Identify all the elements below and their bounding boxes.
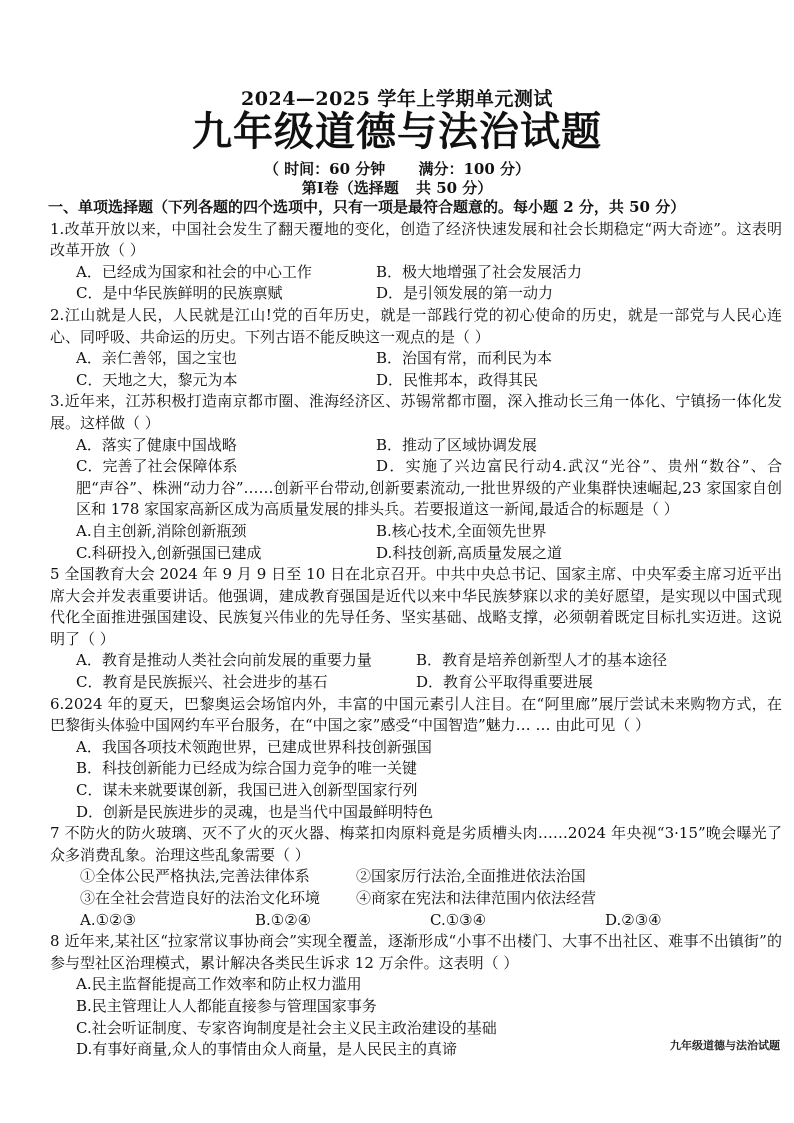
option-d[interactable]: D．是引领发展的第一动力 xyxy=(376,284,554,303)
volume-heading xyxy=(0,177,794,198)
option-d[interactable]: D.有事好商量,众人的事情由众人商量，是人民民主的真谛 xyxy=(76,1040,458,1059)
option-a[interactable]: A．亲仁善邻，国之宝也 xyxy=(76,349,237,368)
option-b[interactable]: B.①②④ xyxy=(255,910,312,929)
option-b[interactable]: B.核心技术,全面领先世界 xyxy=(376,521,547,540)
footer-label: 九年级道德与法治试题 xyxy=(670,1039,780,1052)
exam-subtitle: 2024—2025 学年上学期单元测试 xyxy=(241,88,553,110)
option-b[interactable]: B．治国有常，而利民为本 xyxy=(376,349,553,368)
question-stem: 5 全国教育大会 2024 年 9 月 9 日至 10 日在北京召开。中共中央总书记、国家主席、中央军委主席习近平出席大会并发表重要讲话。他强调，建成教育强国是近代以来中华民族梦寐以求的美好愿望，是实现以中国式现代化全面推进强国建设、民族复兴伟业的先导任务、坚实基础、战略支撑，必须朝着既定目标扎实迈进。这说明了（ ） xyxy=(50,565,782,648)
option-d[interactable]: D．民惟邦本，政得其民 xyxy=(376,370,539,389)
option-a[interactable]: A.①②③ xyxy=(80,910,136,929)
exam-time: （ 时间：60 分钟 xyxy=(263,160,386,178)
option-d[interactable]: D.科技创新,高质量发展之道 xyxy=(376,543,563,562)
options xyxy=(50,910,782,932)
option-a[interactable]: A．我国各项技术领跑世界，已建成世界科技创新强国 xyxy=(76,737,432,756)
option-c[interactable]: C．天地之大，黎元为本 xyxy=(76,370,238,389)
option-d[interactable]: D．实施了兴边富民行动 xyxy=(376,457,553,476)
volume-title: 第Ⅰ卷（选择题 xyxy=(301,179,399,197)
question-stem: 3.近年来，江苏积极打造南京都市圈、淮海经济区、苏锡常都市圈，深入推动长三角一体化、宁镇扬一体化发展。这样做（ ） xyxy=(50,392,782,432)
option-c[interactable]: C．完善了社会保障体系 xyxy=(76,457,238,476)
question-1 xyxy=(50,219,782,305)
statement-3: ③在全社会营造良好的法治文化环境 xyxy=(80,889,321,907)
question-4 xyxy=(50,521,782,564)
exam-body xyxy=(50,197,782,1061)
option-a[interactable]: A．落实了健康中国战略 xyxy=(76,435,237,454)
exam-score: 满分：100 分） xyxy=(418,160,531,178)
statements xyxy=(50,866,782,909)
option-a[interactable]: A．教育是推动人类社会向前发展的重要力量 xyxy=(76,651,372,670)
question-2 xyxy=(50,305,782,391)
option-b[interactable]: B．推动了区域协调发展 xyxy=(376,435,538,454)
options xyxy=(50,262,782,305)
options xyxy=(50,650,782,693)
question-6 xyxy=(50,694,782,824)
exam-title: 九年级道德与法治试题 xyxy=(192,108,602,155)
question-stem: 6.2024 年的夏天，巴黎奥运会场馆内外，丰富的中国元素引人注目。在“阿里廊”展厅尝试未来购物方式，在巴黎街头体验中国网约车平台服务，在“中国之家”感受“中国智造”魅力… … 由此可见（ ） xyxy=(50,694,782,735)
exam-meta xyxy=(0,158,794,179)
options xyxy=(50,348,782,391)
option-d[interactable]: D.②③④ xyxy=(605,910,662,929)
option-b[interactable]: B.民主管理让人人都能直接参与管理国家事务 xyxy=(76,996,377,1015)
option-c[interactable]: C.①③④ xyxy=(430,910,487,929)
options xyxy=(50,435,782,457)
option-a[interactable]: A.民主监督能提高工作效率和防止权力滥用 xyxy=(76,975,362,994)
question-4-start: 4.武汉“光谷”、贵州“数谷”、合肥“声谷”、株洲“动力谷”……创新平台带动,创新要素流动,一批世界级的产业集群快速崛起,23 家国家自创区和 178 家国家高新区成为高质量发展的排头兵。若要报道这一新闻,最适合的标题是（ ） xyxy=(76,457,782,519)
option-d[interactable]: D．教育公平取得重要进展 xyxy=(416,673,594,692)
option-c[interactable]: C．是中华民族鲜明的民族禀赋 xyxy=(76,284,283,303)
option-b[interactable]: B．极大地增强了社会发展活力 xyxy=(376,262,583,281)
option-b[interactable]: B．科技创新能力已经成为综合国力竞争的唯一关键 xyxy=(76,759,418,778)
option-c[interactable]: C.科研投入,创新强国已建成 xyxy=(76,543,262,562)
question-7 xyxy=(50,823,782,931)
options xyxy=(50,737,782,823)
option-d[interactable]: D．创新是民族进步的灵魂，也是当代中国最鲜明特色 xyxy=(76,802,434,821)
option-c[interactable]: C.社会听证制度、专家咨询制度是社会主义民主政治建设的基础 xyxy=(76,1018,497,1037)
question-3 xyxy=(50,391,782,521)
statement-4: ④商家在宪法和法律范围内依法经营 xyxy=(356,889,597,907)
volume-score: 共 50 分） xyxy=(415,179,493,197)
question-5 xyxy=(50,564,782,694)
statement-2: ②国家厉行法治,全面推进依法治国 xyxy=(356,867,586,886)
option-c[interactable]: C．教育是民族振兴、社会进步的基石 xyxy=(76,673,328,692)
section-heading: 一、单项选择题（下列各题的四个选项中，只有一项是最符合题意的。每小题 2 分，共 50 分） xyxy=(48,198,686,216)
option-b[interactable]: B．教育是培养创新型人才的基本途径 xyxy=(416,651,668,670)
options xyxy=(50,521,782,564)
statement-1: ①全体公民严格执法,完善法律体系 xyxy=(80,867,310,886)
option-a[interactable]: A.自主创新,消除创新瓶颈 xyxy=(76,521,247,540)
option-row-with-next-question xyxy=(50,456,782,521)
option-c[interactable]: C．谋未来就要谋创新，我国已进入创新型国家行列 xyxy=(76,781,418,800)
question-stem: 2.江山就是人民，人民就是江山!党的百年历史，就是一部践行党的初心使命的历史，就是一部党与人民心连心、同呼吸、共命运的历史。下列古语不能反映这一观点的是（ ） xyxy=(50,305,782,346)
option-a[interactable]: A．已经成为国家和社会的中心工作 xyxy=(76,262,312,281)
question-stem: 8 近年来,某社区“拉家常议事协商会”实现全覆盖，逐渐形成“小事不出楼门、大事不出社区、难事不出镇街”的参与型社区治理模式，累计解决各类民生诉求 12 万余件。这表明（ ） xyxy=(50,932,782,972)
question-stem: 1.改革开放以来，中国社会发生了翻天覆地的变化，创造了经济快速发展和社会长期稳定“两大奇迹”。这表明改革开放（ ） xyxy=(50,219,782,260)
question-stem: 7 不防火的防火玻璃、灭不了火的灭火器、梅菜扣肉原料竟是劣质槽头肉……2024 年央视“3·15”晚会曝光了众多消费乱象。治理这些乱象需要（ ） xyxy=(50,824,782,864)
